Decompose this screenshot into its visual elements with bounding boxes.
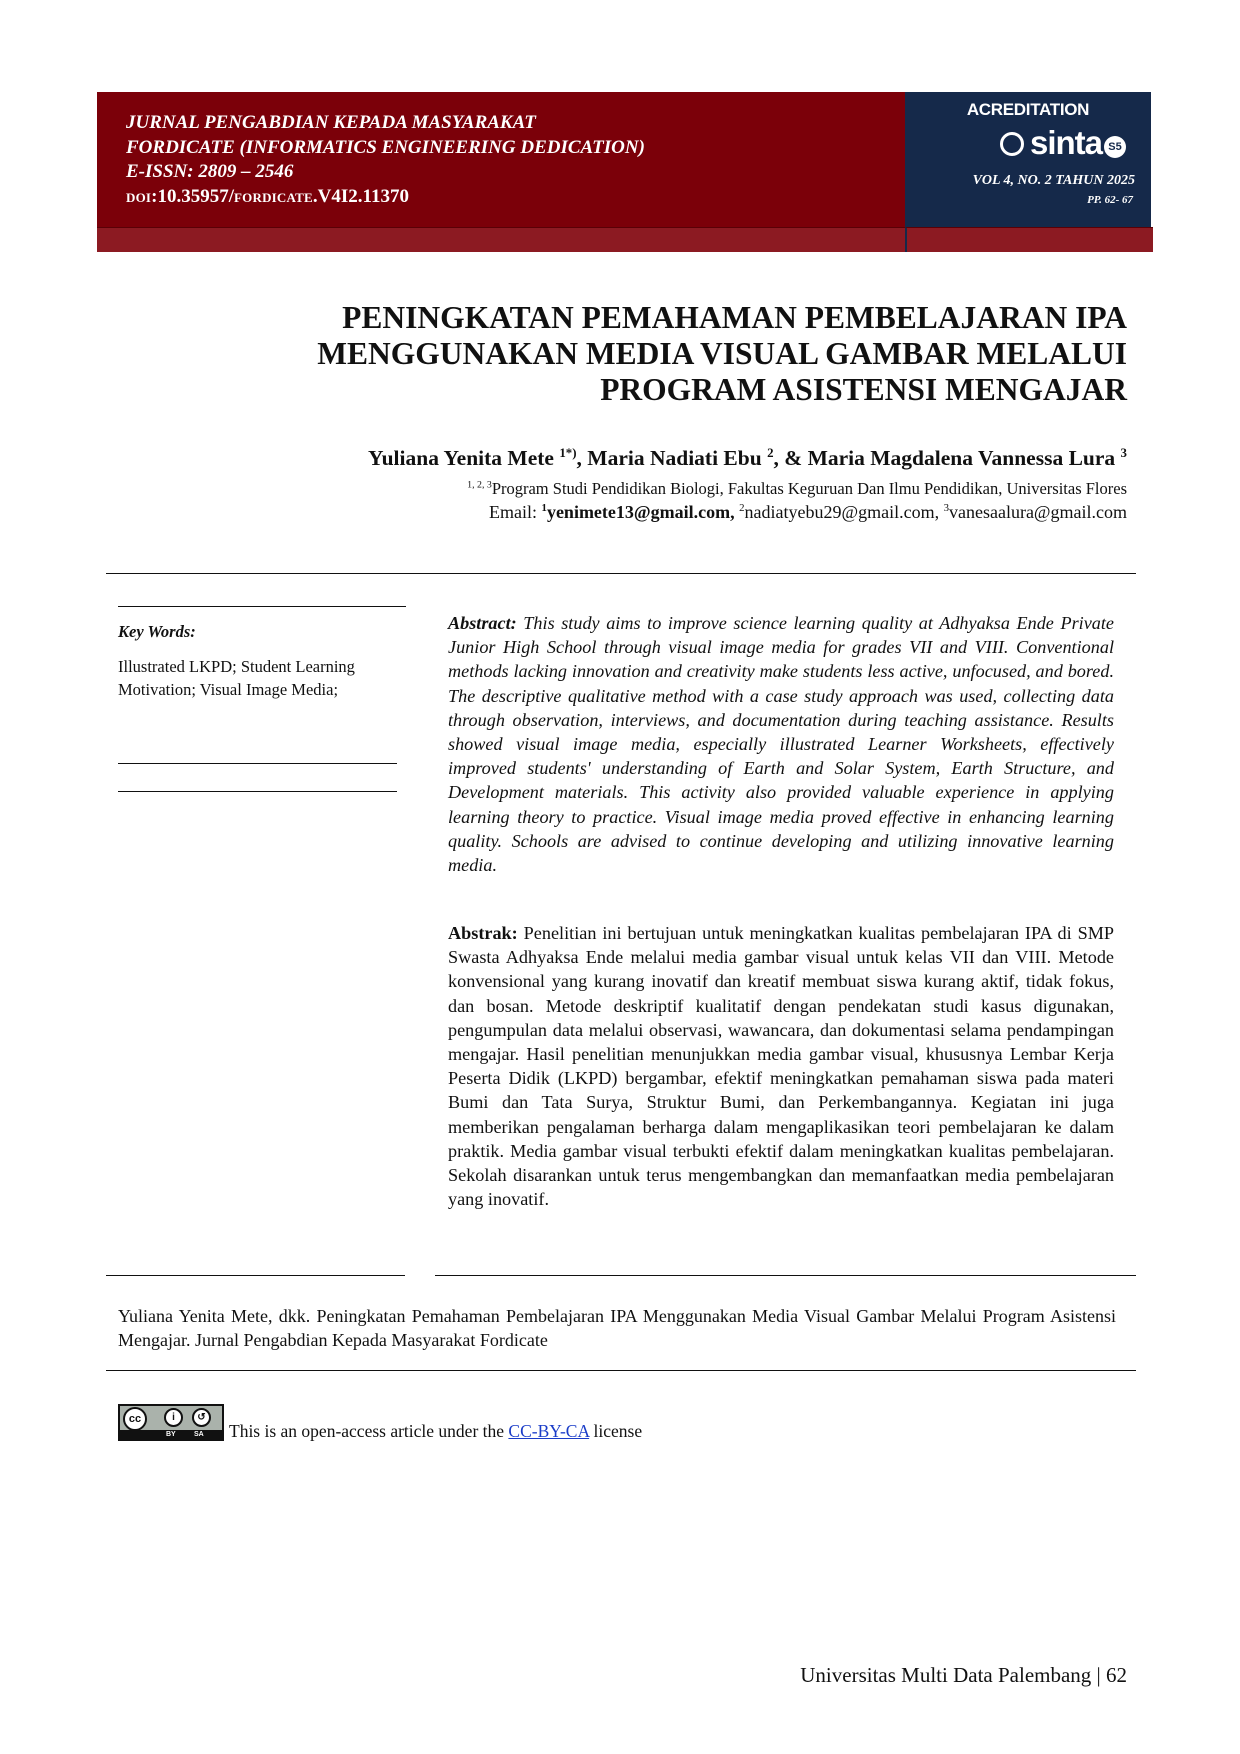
page-footer: Universitas Multi Data Palembang | 62 (800, 1663, 1127, 1687)
license-statement (229, 1421, 642, 1442)
email-label: Email: (489, 502, 542, 522)
journal-name-line1: JURNAL PENGABDIAN KEPADA MASYARAKAT (126, 112, 536, 133)
author-sup: 3 (1120, 445, 1127, 460)
doi-prefix: DOI (126, 189, 152, 205)
header-strip-left (97, 227, 905, 252)
journal-issn: E-ISSN: 2809 – 2546 (126, 161, 294, 182)
divider-bottom-left (106, 1275, 405, 1276)
doi-suffix: .V4I2.11370 (312, 185, 409, 207)
abstract-text: This study aims to improve science learning quality at Adhyaksa Ende Private Junior High School through visual image media for grades VII and VIII. Conventional methods lacking innovation and creativity make students less active, unfocused, and bored. The descriptive qualitative method with a case study approach was used, collecting data through observation, interviews, and documentation during teaching assistance. Results showed visual image media, especially illustrated Learner Worksheets, effectively improved students' understanding of Earth and Solar System, Earth Structure, and Development materials. This activity also provided valuable experience in applying learning theory to practice. Visual image media proved effective in enhancing learning quality. Schools are advised to continue developing and utilizing innovative learning media. (448, 613, 1114, 876)
abstrak-text: Penelitian ini bertujuan untuk meningkatkan kualitas pembelajaran IPA di SMP Swasta Adhyaksa Ende melalui media gambar visual untuk kelas VII dan VIII. Metode konvensional yang kurang inovatif dan kreatif membuat siswa kurang aktif, tidak fokus, dan bosan. Metode deskriptif kualitatif dengan pendekatan studi kasus digunakan, pengumpulan data melalui observasi, wawancara, dan dokumentasi selama pendampingan mengajar. Hasil penelitian menunjukkan media gambar visual, khususnya Lembar Kerja Peserta Didik (LKPD) bergambar, efektif meningkatkan pemahaman siswa pada materi Bumi dan Tata Surya, Struktur Bumi, dan Perkembangannya. Kegiatan ini juga memberikan pengalaman berharga dalam mengaplikasikan teori pembelajaran ke dalam praktik. Media gambar visual terbukti efektif dalam meningkatkan kualitas pembelajaran. Sekolah disarankan untuk terus mengembangkan dan memanfaatkan media pembelajaran yang inovatif. (448, 923, 1114, 1210)
divider-keywords-1 (118, 763, 397, 764)
email-line (489, 502, 1127, 523)
abstract-label: Abstract: (448, 613, 517, 633)
article-title-line3: PROGRAM ASISTENSI MENGAJAR (600, 372, 1127, 407)
sinta-logo-text: sinta (1030, 124, 1103, 161)
affiliation-sup: 1, 2, 3 (467, 479, 492, 491)
email-sup: 1 (541, 502, 547, 514)
author-sup: 2 (767, 445, 774, 460)
author-name: Maria Nadiati Ebu (587, 446, 762, 470)
cc-sa-label: SA (194, 1431, 204, 1438)
email-address: vanesaalura@gmail.com (948, 502, 1127, 522)
divider-keywords-2 (118, 791, 397, 792)
divider-bottom-right (435, 1275, 1136, 1276)
doi-journal: FORDICATE (234, 189, 313, 205)
divider-citation (106, 1370, 1136, 1371)
keywords-title: Key Words: (118, 622, 196, 641)
author-name: Maria Magdalena Vannessa Lura (807, 446, 1116, 470)
cc-icon: cc (123, 1407, 147, 1431)
affiliation-text: Program Studi Pendidikan Biologi, Fakultas Keguruan Dan Ilmu Pendidikan, Universitas Flores (491, 479, 1127, 498)
email-sup: 3 (943, 502, 949, 514)
sinta-globe-icon (1000, 132, 1024, 156)
divider-keywords-top (118, 606, 406, 607)
journal-name-line2: FORDICATE (INFORMATICS ENGINEERING DEDICATION) (126, 136, 645, 158)
divider-top (106, 573, 1136, 574)
sinta-level-badge: S5 (1104, 136, 1126, 158)
email-address: yenimete13@gmail.com (546, 502, 731, 522)
author-sup: 1*) (559, 445, 577, 460)
doi-number: :10.35957/ (151, 185, 235, 207)
article-title-line1: PENINGKATAN PEMAHAMAN PEMBELAJARAN IPA (342, 300, 1127, 335)
accreditation-label: ACREDITATION (966, 100, 1090, 119)
cc-license-badge (118, 1404, 224, 1441)
author-name: Yuliana Yenita Mete (368, 446, 554, 470)
article-title-line2: MENGGUNAKAN MEDIA VISUAL GAMBAR MELALUI (317, 336, 1127, 371)
share-alike-icon: ↺ (192, 1408, 211, 1427)
sinta-logo (1000, 126, 1132, 168)
citation: Yuliana Yenita Mete, dkk. Peningkatan Pemahaman Pembelajaran IPA Menggunakan Media Visual Gambar Melalui Program Asistensi Mengajar. Jurnal Pengabdian Kepada Masyarakat Fordicate (118, 1306, 1116, 1350)
email-sup: 2 (739, 502, 745, 514)
cc-by-label: BY (166, 1431, 176, 1438)
license-suffix: license (589, 1421, 643, 1441)
abstract-english (448, 611, 1114, 877)
license-link[interactable]: CC-BY-CA (508, 1421, 590, 1441)
affiliation (467, 479, 1127, 499)
email-address: nadiatyebu29@gmail.com (744, 502, 935, 522)
author-separator: , & (773, 446, 808, 470)
volume-info: VOL 4, NO. 2 TAHUN 2025 (972, 173, 1135, 188)
author-separator: , (576, 446, 588, 470)
article-title (177, 300, 1127, 408)
email-separator: , (730, 502, 740, 522)
author-list (368, 446, 1127, 471)
journal-info (126, 111, 645, 210)
keywords-text: Illustrated LKPD; Student Learning Motivation; Visual Image Media; (118, 657, 355, 699)
header-strip-right (905, 227, 1153, 252)
abstract-indonesian (448, 921, 1114, 1211)
attribution-person-icon: i (164, 1408, 183, 1427)
journal-doi (126, 185, 645, 211)
abstrak-label: Abstrak: (448, 923, 518, 943)
page-range: PP. 62- 67 (1087, 194, 1133, 206)
license-prefix: This is an open-access article under the (229, 1421, 509, 1441)
email-separator: , (934, 502, 944, 522)
